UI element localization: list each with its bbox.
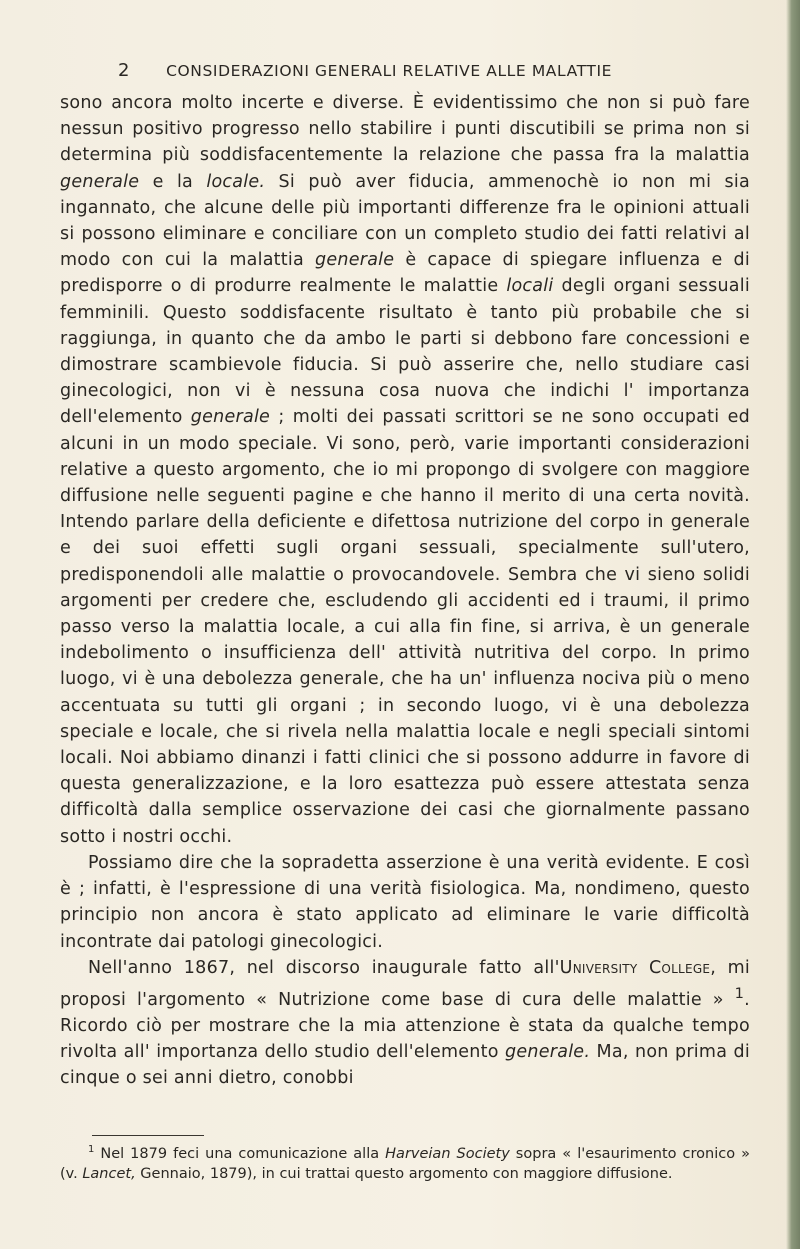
- text-run: Ma, non prima di cinque o sei anni dietro, conobbi: [60, 1042, 750, 1089]
- running-title: CONSIDERAZIONI GENERALI RELATIVE ALLE MALATTIE: [166, 62, 613, 80]
- text-run: e la: [139, 171, 207, 192]
- paragraph-2: Possiamo dire che la sopradetta asserzione è una verità evidente. E così è ; infatti, è l'espressione di una verità fisiologica. Ma, nondimeno, questo principio non ancora è stato applicato ad eliminare le varie difficoltà incontrate dai patologi ginecologici.: [60, 852, 750, 952]
- text-run: è capace di spiegare influenza e di predisporre o di produrre realmente le malattie: [60, 250, 750, 297]
- emphasis: locale.: [206, 171, 266, 192]
- page-header: [118, 60, 758, 81]
- page-number: 2: [118, 60, 131, 81]
- text-run: Nel 1879 feci una comunicazione alla: [100, 1145, 386, 1162]
- page-edge-shadow: [786, 0, 800, 1249]
- text-run: Gennaio, 1879), in cui trattai questo argomento con maggiore diffusione.: [135, 1165, 673, 1182]
- footnote-divider: [92, 1135, 204, 1136]
- text-run: , mi proposi l'argomento « Nutrizione come base di cura delle malattie »: [60, 957, 750, 1010]
- text-run: ; molti dei passati scrittori se ne sono occupati ed alcuni in un modo speciale. Vi sono, però, varie importanti considerazioni relative a questo argomento, che io mi propongo di svolgere con maggiore diffusione nelle seguenti pagine e che hanno il merito di una certa novità. Intendo parlare della deficiente e difettosa nutrizione del corpo in generale e dei suoi effetti sugli organi sessuali, specialmente sull'utero, predisponendoli alle malattie o provocandovele. Sembra che vi sieno solidi argomenti per credere che, escludendo gli accidenti ed i traumi, il primo passo verso la malattia locale, a cui alla fin fine, si arriva, è un generale indebolimento o insufficienza dell' attività nutritiva del corpo. In primo luogo, vi è una debolezza generale, che ha un' influenza nociva più o meno accentuata su tutti gli organi ; in secondo luogo, vi è una debolezza speciale e locale, che si rivela nella malattia locale e negli speciali sintomi locali. Noi abbiamo dinanzi i fatti clinici che si possono addurre in favore di questa generalizzazione, e la loro esattezza può essere attestata senza difficoltà dalla semplice osservazione dei casi che giornalmente passano sotto i nostri occhi.: [60, 407, 751, 847]
- text-run: Si può aver fiducia, ammenochè io non mi sia ingannato, che alcune delle più importanti differenze fra le opinioni attuali si possono eliminare e conciliare con un completo studio dei fatti relativi al modo con cui la malattia: [60, 171, 750, 271]
- emphasis: Lancet,: [82, 1165, 136, 1182]
- emphasis: generale: [315, 250, 395, 271]
- paragraph-3: [60, 955, 750, 1092]
- emphasis: generale: [190, 407, 271, 428]
- small-caps-run: University College: [559, 957, 711, 978]
- text-run: degli organi sessuali femminili. Questo soddisfacente risultato è tanto più probabile che si raggiunga, in quanto che da ambo le parti si debbono fare concessioni e dimostrare scambievole fiducia. Si può asserire che, nello studiare casi ginecologici, non vi è nessuna cosa nuova che indichi l' importanza dell'elemento: [60, 276, 750, 428]
- emphasis: Harveian Society: [385, 1145, 510, 1162]
- body-text: [60, 90, 750, 1092]
- text-run: Nell'anno 1867, nel discorso inaugurale fatto all': [88, 957, 560, 978]
- footnote: [60, 1140, 750, 1184]
- emphasis: generale.: [505, 1042, 591, 1063]
- footnote-ref: 1: [734, 984, 745, 1002]
- text-run: sono ancora molto incerte e diverse. È evidentissimo che non si può fare nessun positivo progresso nello stabilire i punti discutibili se prima non si determina più soddisfacentemente la relazione che passa fra la malattia: [60, 93, 750, 166]
- footnote-number: 1: [88, 1144, 95, 1155]
- emphasis: locali: [506, 276, 554, 297]
- text-run: sopra « l'esaurimento cronico » (v.: [60, 1145, 750, 1182]
- text-run: . Ricordo ciò per mostrare che la mia attenzione è stata da qualche tempo rivolta all' importanza dello studio dell'elemento: [60, 989, 750, 1063]
- paragraph-1: [60, 90, 750, 850]
- emphasis: generale: [60, 171, 140, 192]
